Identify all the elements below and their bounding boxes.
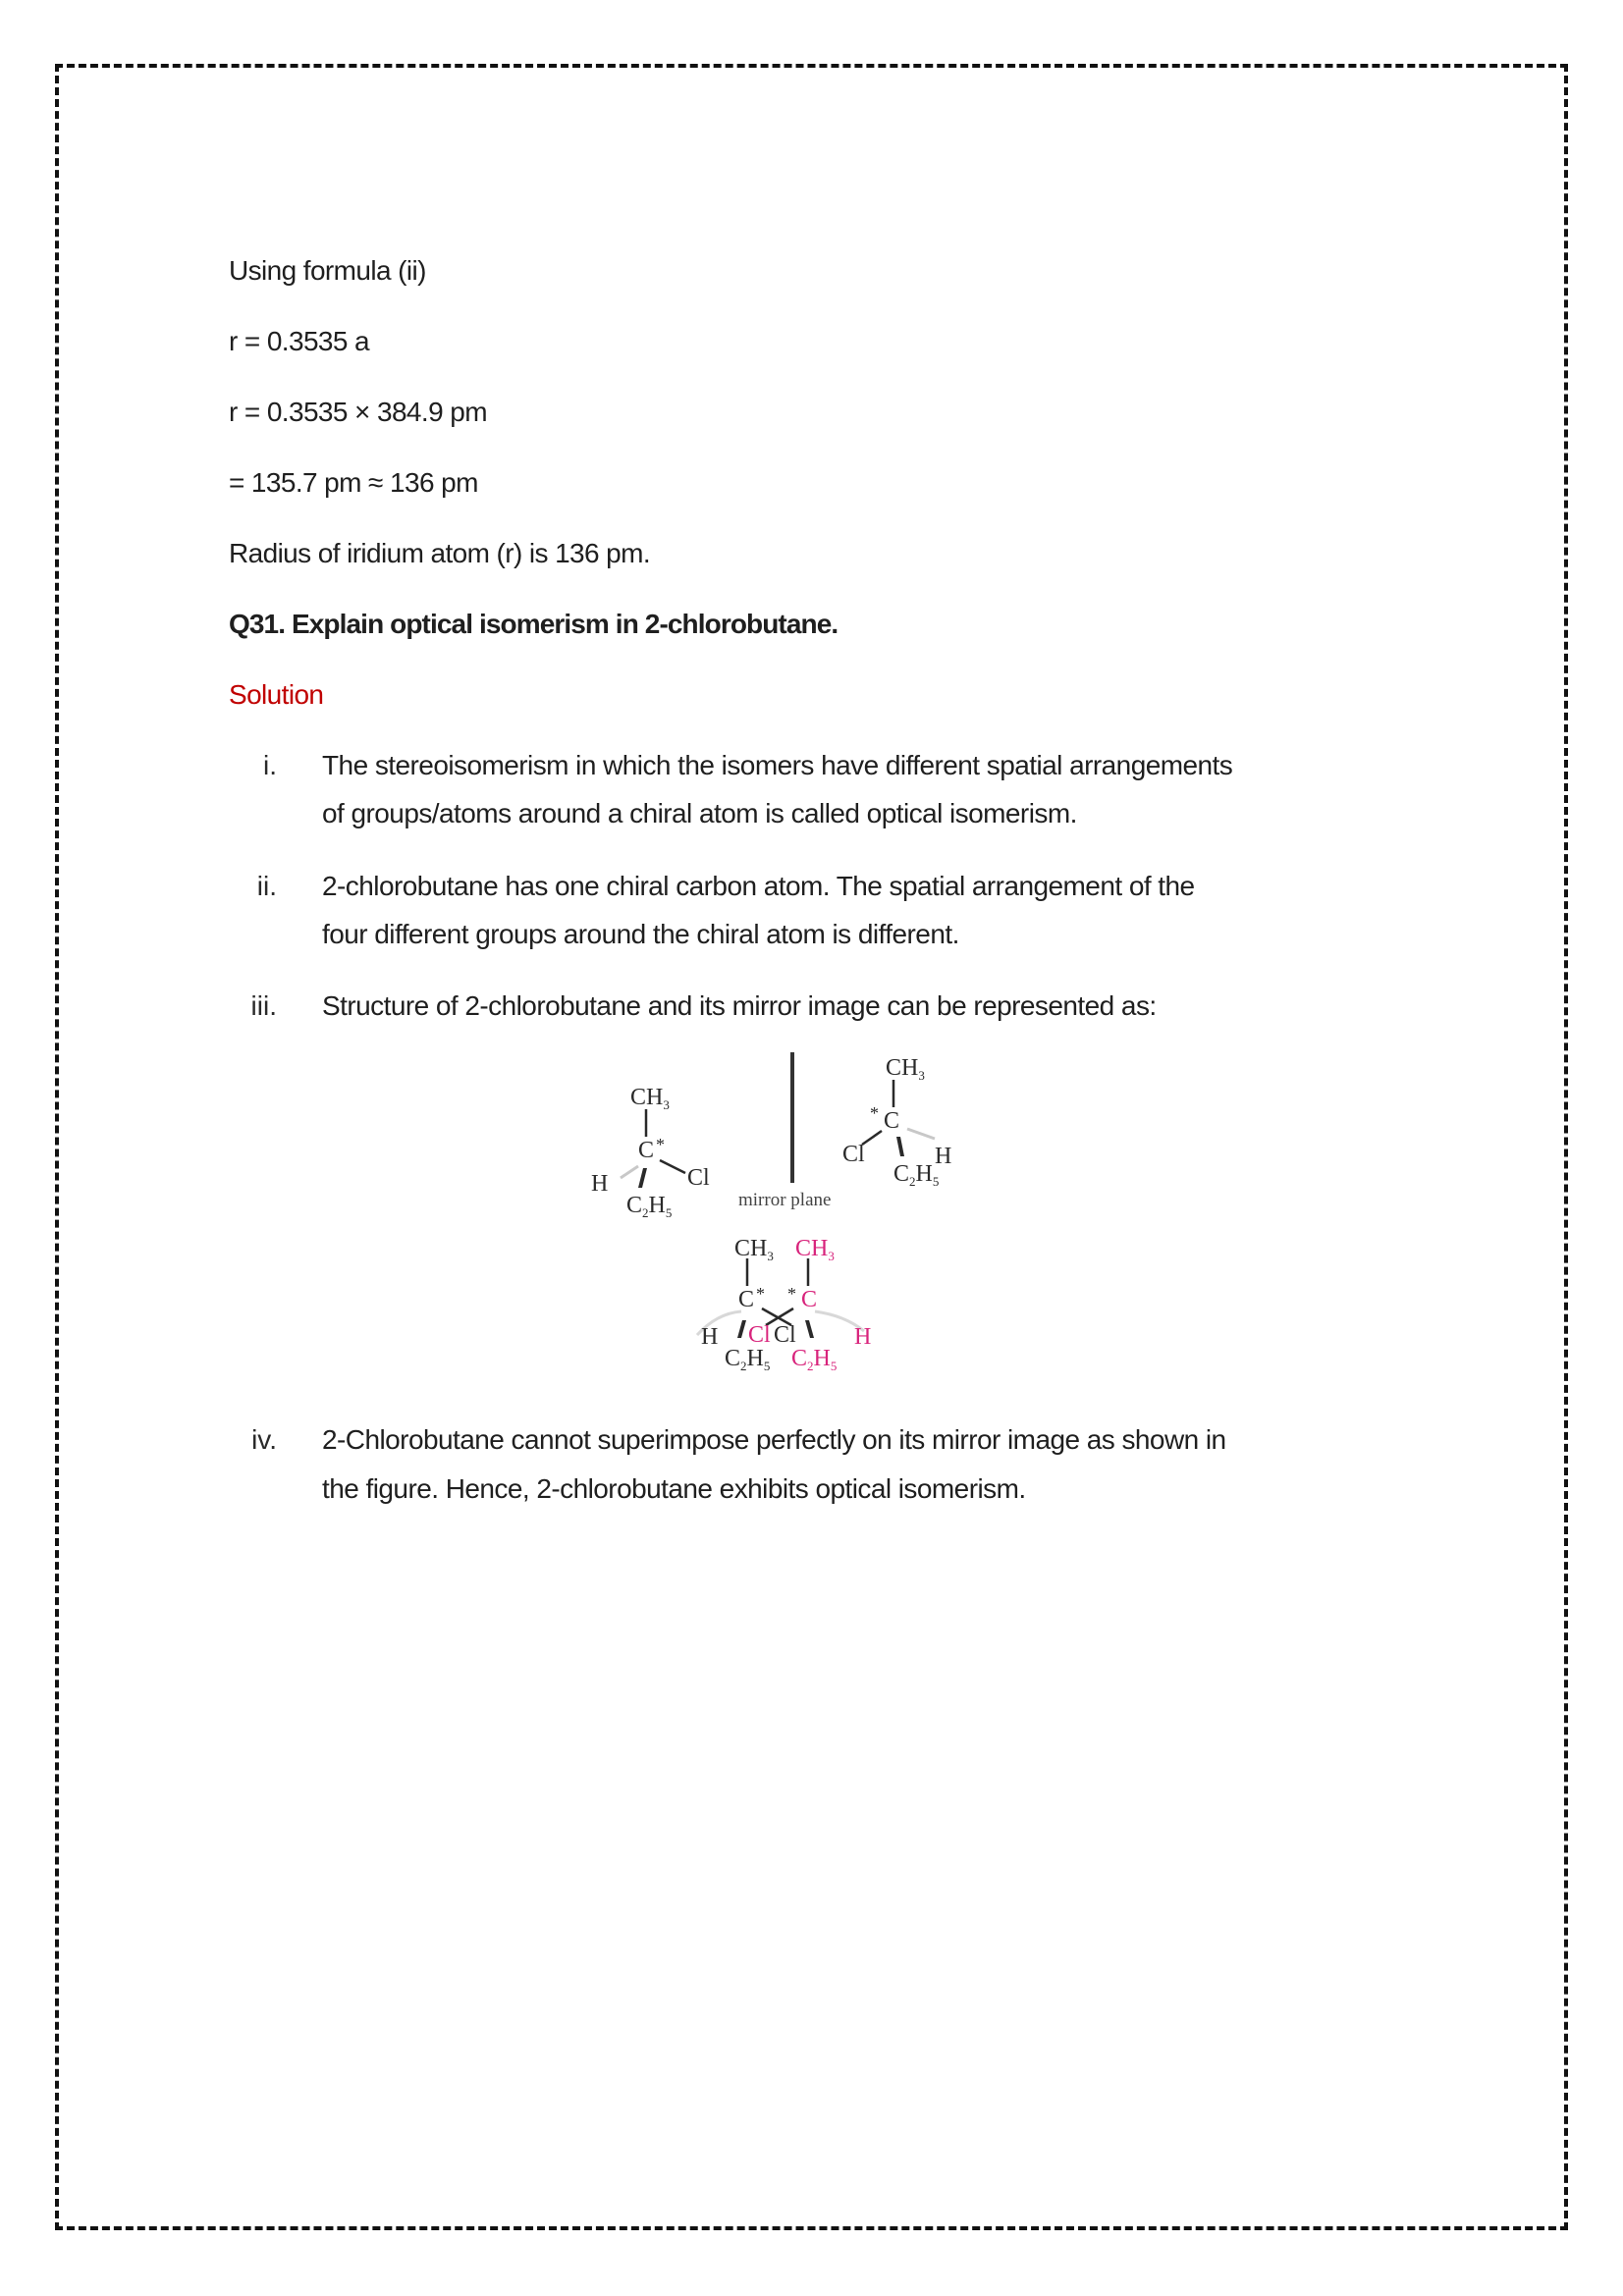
calc-line-formula-ref: Using formula (ii) — [229, 255, 426, 286]
atom-cl-pink: Cl — [748, 1322, 771, 1348]
calc-line-result: = 135.7 pm ≈ 136 pm — [229, 467, 478, 498]
chiral-star-black: * — [756, 1284, 765, 1304]
solution-heading: Solution — [229, 679, 324, 710]
item-text-line: 2-chlorobutane has one chiral carbon atom. The spatial arrangement of the — [322, 871, 1195, 901]
list-marker: ii. — [256, 871, 277, 901]
item-text-line: four different groups around the chiral atom is different. — [322, 919, 959, 949]
atom-cl-black: Cl — [774, 1322, 796, 1348]
calc-line-radius-formula: r = 0.3535 a — [229, 326, 370, 356]
list-marker: iv. — [251, 1424, 277, 1455]
atom-cl: Cl — [842, 1142, 865, 1167]
item-text-line: 2-Chlorobutane cannot superimpose perfectly on its mirror image as shown in — [322, 1424, 1226, 1455]
calc-line-conclusion: Radius of iridium atom (r) is 136 pm. — [229, 538, 651, 568]
chiral-star: * — [870, 1103, 879, 1123]
mirror-plane-label: mirror plane — [738, 1190, 832, 1210]
atom-ch3: $CH_3$ — [886, 1055, 925, 1083]
atom-ch3: $CH_3$ — [630, 1085, 670, 1112]
chirality-figure — [569, 1041, 1001, 1394]
atom-h-black: H — [701, 1324, 719, 1350]
atom-c2h5: $C_2H_5$ — [893, 1161, 940, 1189]
atom-carbon-black: C — [738, 1287, 755, 1312]
chiral-star-pink: * — [787, 1284, 796, 1304]
atom-h-pink: H — [854, 1324, 872, 1350]
list-marker: iii. — [250, 990, 277, 1021]
atom-h: H — [591, 1171, 609, 1197]
atom-c2h5-black: $C_2H_5$ — [725, 1346, 771, 1373]
item-text-line: Structure of 2-chlorobutane and its mirror image can be represented as: — [322, 990, 1157, 1021]
item-text-line: of groups/atoms around a chiral atom is called optical isomerism. — [322, 798, 1077, 828]
atom-cl: Cl — [687, 1165, 710, 1191]
item-text-line: the figure. Hence, 2-chlorobutane exhibits optical isomerism. — [322, 1473, 1026, 1504]
atom-chiral-carbon: C — [884, 1108, 900, 1134]
item-text-line: The stereoisomerism in which the isomers have different spatial arrangements — [322, 750, 1233, 780]
atom-ch3-black: $CH_3$ — [734, 1236, 774, 1263]
question-title: Q31. Explain optical isomerism in 2-chlorobutane. — [229, 609, 839, 639]
atom-h: H — [935, 1144, 952, 1169]
chiral-star: * — [656, 1135, 665, 1154]
atom-chiral-carbon: C — [638, 1138, 655, 1163]
atom-c2h5: $C_2H_5$ — [626, 1193, 673, 1220]
atom-ch3-pink: $CH_3$ — [795, 1236, 835, 1263]
list-marker: i. — [263, 750, 277, 780]
calc-line-substitution: r = 0.3535 × 384.9 pm — [229, 397, 487, 427]
atom-c2h5-pink: $C_2H_5$ — [791, 1346, 838, 1373]
atom-carbon-pink: C — [801, 1287, 818, 1312]
